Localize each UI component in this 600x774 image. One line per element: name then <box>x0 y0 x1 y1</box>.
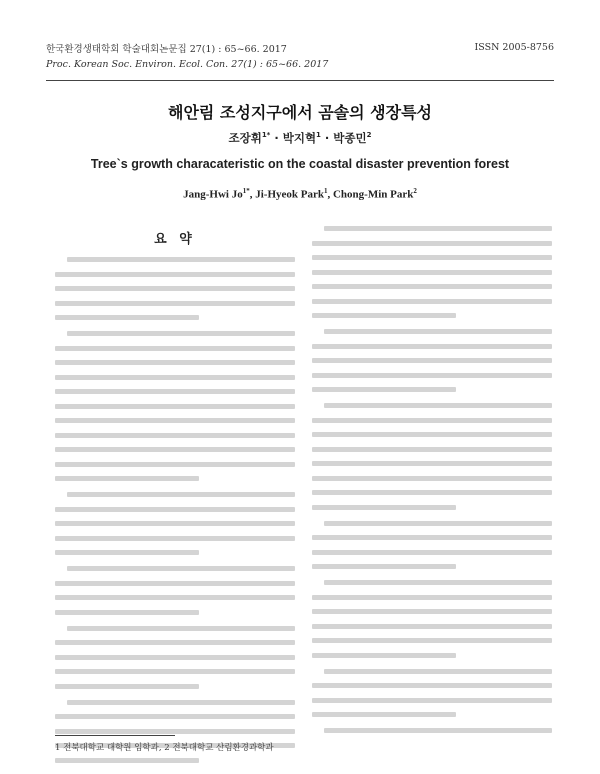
text-line-placeholder <box>67 626 295 631</box>
issn: ISSN 2005-8756 <box>474 42 554 53</box>
paragraph-placeholder <box>55 626 295 689</box>
text-line-placeholder <box>312 624 552 629</box>
text-line-placeholder <box>312 505 456 510</box>
paragraph-placeholder <box>312 521 552 570</box>
paragraph-placeholder <box>312 728 552 733</box>
text-line-placeholder <box>312 564 456 569</box>
text-line-placeholder <box>55 595 295 600</box>
abstract-heading: 요 약 <box>154 232 196 247</box>
text-line-placeholder <box>55 315 199 320</box>
text-line-placeholder <box>324 521 552 526</box>
text-line-placeholder <box>55 581 295 586</box>
text-line-placeholder <box>312 387 456 392</box>
journal-header <box>46 42 328 72</box>
text-line-placeholder <box>55 684 199 689</box>
text-line-placeholder <box>324 669 552 674</box>
text-line-placeholder <box>55 729 295 734</box>
text-line-placeholder <box>324 580 552 585</box>
text-line-placeholder <box>312 284 552 289</box>
paragraph-placeholder <box>55 257 295 320</box>
text-line-placeholder <box>312 313 456 318</box>
text-line-placeholder <box>324 226 552 231</box>
text-line-placeholder <box>312 535 552 540</box>
text-line-placeholder <box>55 360 295 365</box>
paper-title-ko: 해안림 조성지구에서 곰솔의 생장특성 <box>167 103 432 122</box>
journal-citation-ko: 한국환경생태학회 학술대회논문집 27(1) : 65~66. 2017 <box>46 44 287 55</box>
authors-en: Jang-Hwi $Jo^{1*}$, Ji-Hyeok Park$^1$, Chong-Min Park$^2$ <box>183 187 417 201</box>
text-line-placeholder <box>55 550 199 555</box>
text-line-placeholder <box>312 255 552 260</box>
footnote-rule <box>55 735 175 736</box>
header-rule <box>46 80 554 81</box>
text-line-placeholder <box>55 286 295 291</box>
text-line-placeholder <box>55 404 295 409</box>
paper-title-en: Tree`s growth characateristic on the coastal disaster prevention forest <box>90 157 510 171</box>
text-line-placeholder <box>55 714 295 719</box>
authors-ko: 조장휘$^{1*}$ · 박지혁$^1$ · 박종민$^2$ <box>228 131 372 145</box>
text-line-placeholder <box>312 241 552 246</box>
paragraph-placeholder <box>55 700 295 763</box>
text-line-placeholder <box>324 728 552 733</box>
text-line-placeholder <box>55 272 295 277</box>
paragraph-placeholder <box>55 331 295 481</box>
text-line-placeholder <box>312 373 552 378</box>
paragraph-placeholder <box>312 226 552 318</box>
text-line-placeholder <box>312 344 552 349</box>
text-line-placeholder <box>312 683 552 688</box>
paragraph-placeholder <box>312 403 552 510</box>
text-line-placeholder <box>312 432 552 437</box>
text-line-placeholder <box>55 375 295 380</box>
text-line-placeholder <box>312 550 552 555</box>
right-column-body <box>312 226 552 733</box>
text-line-placeholder <box>67 566 295 571</box>
text-line-placeholder <box>55 758 199 763</box>
affiliation-footnote: 1 전북대학교 대학원 임학과, 2 전북대학교 산림환경과학과 <box>55 743 274 753</box>
paragraph-placeholder <box>55 566 295 615</box>
text-line-placeholder <box>67 331 295 336</box>
right-column <box>312 226 552 744</box>
left-column <box>55 228 295 774</box>
paragraph-placeholder <box>55 492 295 555</box>
text-line-placeholder <box>67 700 295 705</box>
text-line-placeholder <box>55 301 295 306</box>
text-line-placeholder <box>55 521 295 526</box>
paragraph-placeholder <box>312 580 552 658</box>
journal-citation-en: Proc. Korean Soc. Environ. Ecol. Con. 27(1) : 65~66. 2017 <box>46 59 329 70</box>
text-line-placeholder <box>312 609 552 614</box>
text-line-placeholder <box>312 418 552 423</box>
paragraph-placeholder <box>312 329 552 392</box>
text-line-placeholder <box>55 389 295 394</box>
text-line-placeholder <box>312 461 552 466</box>
text-line-placeholder <box>312 653 456 658</box>
text-line-placeholder <box>324 403 552 408</box>
text-line-placeholder <box>55 462 295 467</box>
text-line-placeholder <box>55 610 199 615</box>
text-line-placeholder <box>55 640 295 645</box>
text-line-placeholder <box>312 712 456 717</box>
paragraph-placeholder <box>312 669 552 718</box>
text-line-placeholder <box>55 507 295 512</box>
text-line-placeholder <box>55 536 295 541</box>
text-line-placeholder <box>55 476 199 481</box>
text-line-placeholder <box>324 329 552 334</box>
text-line-placeholder <box>312 447 552 452</box>
text-line-placeholder <box>55 418 295 423</box>
text-line-placeholder <box>55 346 295 351</box>
text-line-placeholder <box>55 447 295 452</box>
text-line-placeholder <box>67 492 295 497</box>
text-line-placeholder <box>55 655 295 660</box>
text-line-placeholder <box>67 257 295 262</box>
text-line-placeholder <box>312 638 552 643</box>
text-line-placeholder <box>55 433 295 438</box>
text-line-placeholder <box>312 476 552 481</box>
text-line-placeholder <box>312 270 552 275</box>
text-line-placeholder <box>312 358 552 363</box>
text-line-placeholder <box>55 669 295 674</box>
left-column-body <box>55 257 295 763</box>
text-line-placeholder <box>312 595 552 600</box>
text-line-placeholder <box>312 698 552 703</box>
text-line-placeholder <box>312 490 552 495</box>
text-line-placeholder <box>312 299 552 304</box>
